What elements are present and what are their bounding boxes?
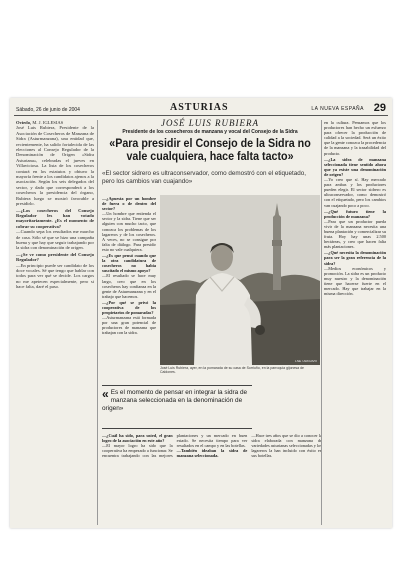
column-divider (97, 120, 98, 525)
question: —¿Los cosecheros del Consejo Regulador les han votado mayoritariamente. ¿Es el momento de cobrar su cooperativa? (16, 207, 94, 229)
answer-paragraph: —Yo creo que sí. Hay mercado para ambas y los productores pueden elegir. El sector sidrero es ultraconservador, como demostró con el etiquetado, pero los cambios van cuajando poco a poco. (324, 177, 386, 208)
question: —¿Qué necesita la denominación para ser la gran referencia de la sidra? (324, 250, 386, 266)
header-page-number: 29 (373, 102, 386, 114)
column-divider (321, 120, 322, 525)
portrait-photo-drawing (160, 195, 320, 365)
lower-article-text (102, 433, 322, 525)
qa-column (102, 195, 156, 370)
interviewee-role: Presidente de los cosecheros de manzana y vocal del Consejo de la Sidra (122, 129, 298, 135)
answer-paragraph: —El resultado se hace muy largo, creo que en los cosecheros hay confianza en la gente de Asturmanzana y en el trabajo que hacemos. (102, 273, 156, 299)
question: —¿Por qué se privó la cooperativa de los propietarios de pomaradas? (102, 299, 156, 316)
question: —¿Se ve como presidente del Consejo Regulador? (16, 251, 94, 263)
header-paper-name: LA NUEVA ESPAÑA (311, 106, 364, 112)
intro-paragraph: José Luis Rubiera, Presidente de la Asociación de Cosecheros de Manzana de Sidra (Asturmanzana), una entidad que, recientemente, ha salido fortalecida de las elecciones al Consejo Regulador de la Denominación de Origen «Sidra Asturiana», celebradas el jueves en Villaviciosa. La lista de los cosecheros contará en los estatutos y obtuvo la mayoría frente a los candidatos ajenos a la asociación. Según los seis delegados del sector, y dado que corresponderá a los cosecheros la presidencia del órgano, Rubiera luego se mostró favorable a presidirlo. (16, 125, 94, 207)
answer-paragraph: —Asturmanzana está formada por una gran potencial de productores de manzana que trabajan con la sidra. (102, 315, 156, 336)
question: —¿Cuál ha sido, para usted, el gran logro de la asociación en este año? (102, 433, 173, 444)
intro-column (16, 120, 94, 525)
header-date: Sábado, 26 de junio de 2004 (16, 107, 80, 113)
question: —¿La sidra de manzana seleccionada tiene sentido ahora que ya existe una denominación de origen? (324, 156, 386, 177)
byline: M. J. IGLESIAS (32, 120, 64, 125)
quote-mark-icon: « (102, 387, 109, 401)
question: —¿Qué futuro tiene la producción de manzana? (324, 208, 386, 219)
question: —¿Es que pensó cuando que la otra candidatura de cosecheros no había suscitado el mismo apoyo? (102, 253, 156, 274)
pull-quote-text: Es el momento de pensar en integrar la sidra de manzana seleccionada en la denominación de origen» (102, 389, 248, 412)
photo-caption: José Luis Rubiera, ayer, en la pomarada de su casa de Sorriuño, en la parroquia gijonesa de Caldones. (160, 366, 304, 375)
pull-quote (102, 385, 252, 429)
answer-paragraph: —Para que un productor pueda vivir de la manzana necesita una buena plantación y comercializar su fruta. Hoy hay unas 2.500 hectáreas, y creo que hacen falta más plantaciones. (324, 218, 386, 250)
article-subheadline: «El sector sidrero es ultraconservador, como demostró con el etiquetado, pero los cambios van cuajando» (102, 170, 307, 185)
answer-paragraph: —El mayor logro ha sido que la cooperativa ha empezado a funcionar. Se encuentra trabajando con las mejores plantaciones y un mercado en buen estado. Se necesita tiempo para ver resultados en el campo y en las botellas. (102, 433, 248, 459)
answer-paragraph: —Cuando sepa los resultados me marcho de casa. Sólo sé que se hizo una campaña buena y que hay que seguir trabajando por la sidra con denominación de origen. (16, 229, 94, 251)
header-section: ASTURIAS (170, 102, 229, 113)
running-header (10, 101, 392, 115)
answer-paragraph: —En principio puede ser candidato de los doce vocales. Sé que tengo que hablar con todos para ver qué se decide. Los cargos no me apetecen especialmente, pero si hace falta, daré el paso. (16, 262, 94, 290)
newspaper-page (10, 98, 392, 528)
interviewee-name: JOSÉ LUIS RUBIERA (161, 118, 259, 128)
answer-paragraph: en la cultura. Pensamos que los productores han hecho un esfuerzo para ofrecer la producción de calidad a la sociedad. Será un éxito que la gente conozca la procedencia de la manzana y la trazabilidad del producto. (324, 120, 386, 156)
answer-paragraph: —Hace tres años que se dio a conocer la sidra elaborada con manzana de variedades asturianas seleccionadas y los lagareros la han incluido con éxito en sus botellas. (251, 433, 322, 459)
question: —¿Apuesta por un hombre de fuera o de dentro del sector? (102, 196, 156, 212)
article-headline: «Para presidir el Consejo de la Sidra no vale cualquiera, hace falta tacto» (109, 138, 311, 163)
question: —También ideaban la sidra de manzana seleccionada. (176, 448, 248, 459)
dateline: Oviedo, (16, 120, 32, 125)
answer-paragraph: —Medios económicos y promoción. La sidra es un producto muy nuestro y la denominación tiene que hacerse fuerte en el mercado. Hay que trabajar en la misma dirección. (324, 265, 386, 297)
photo-credit: LNE / ARCHIVO (295, 359, 317, 363)
portrait-photo (160, 195, 320, 365)
header-rule (14, 115, 388, 116)
right-column (324, 120, 386, 525)
answer-paragraph: —Un hombre que entienda el sector y la sidra. Tiene que ser alguien con mucho tacto, que conozca los problemas de los lagareros y de los cosecheros. A veces, no se consigue por falta de diálogo. Para presidir esto no vale cualquiera. (102, 211, 156, 252)
